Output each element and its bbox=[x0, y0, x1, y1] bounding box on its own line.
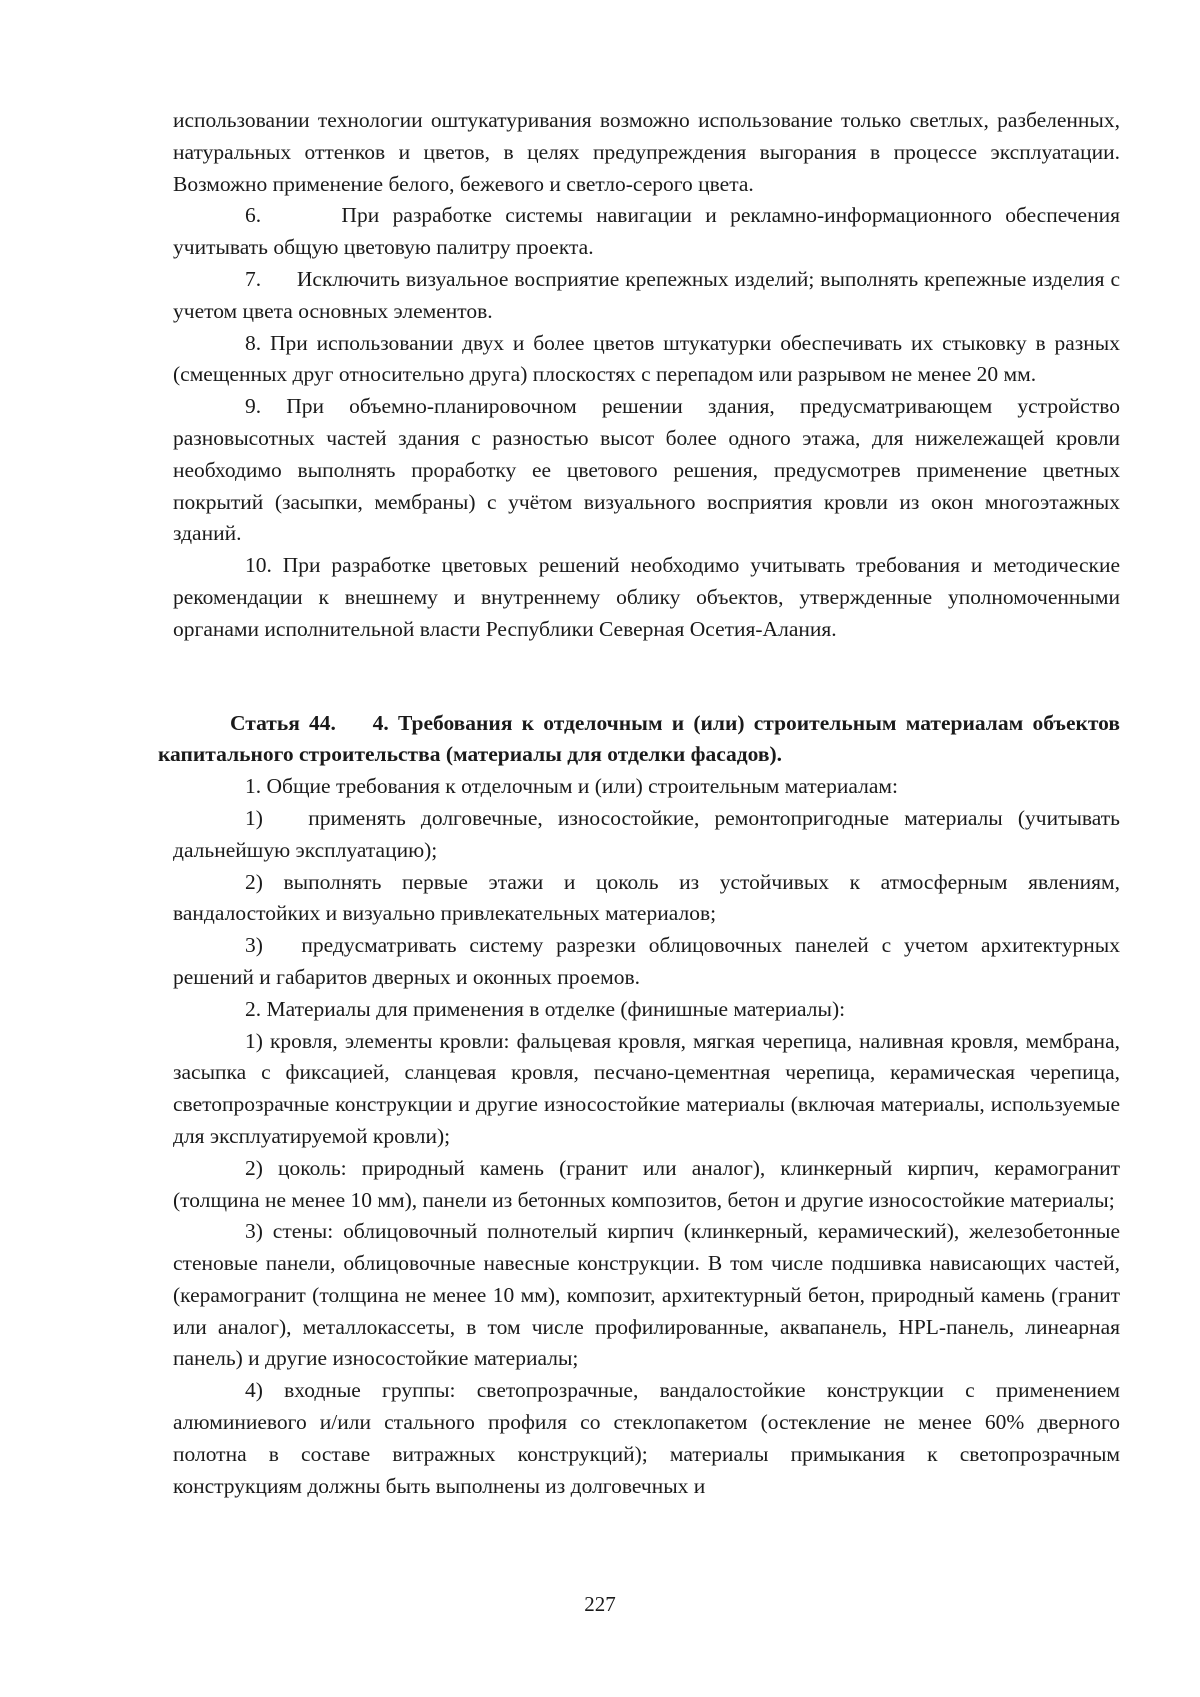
paragraph-item-8: 8. При использовании двух и более цветов штукатурки обеспечивать их стыковку в разных (смещенных друг относительно друга) плоскостях с перепадом или разрывом не менее 20 мм. bbox=[173, 330, 1120, 387]
list-item-4-entrance-groups: 4) входные группы: светопрозрачные, вандалостойкие конструкции с применением алюминиевого и/или стального профиля со стеклопакетом (остекление не менее 60% дверного полотна в составе витражных конструкций); материалы примыкания к светопрозрачным конструкциям должны быть выполнены из долговечных и bbox=[173, 1378, 1120, 1498]
list-item-2-plinth: 2) цоколь: природный камень (гранит или аналог), клинкерный кирпич, керамогранит (толщина не менее 10 мм), панели из бетонных композитов, бетон и другие износостойкие материалы; bbox=[173, 1155, 1120, 1212]
section-spacer bbox=[173, 646, 1120, 708]
list-item-3-panel-cutting: 3) предусматривать систему разрезки облицовочных панелей с учетом архитектурных решений и габаритов дверных и оконных проемов. bbox=[173, 933, 1120, 989]
list-item-1-roof: 1) кровля, элементы кровли: фальцевая кровля, мягкая черепица, наливная кровля, мембрана, засыпка с фиксацией, сланцевая кровля, песчано-цементная черепица, керамическая черепица, светопрозрачные конструкции и другие износостойкие материалы (включая материалы, используемые для эксплуатируемой кровли); bbox=[173, 1028, 1120, 1148]
paragraph-general-requirements: 1. Общие требования к отделочным и (или) строительным материалам: bbox=[245, 774, 898, 799]
article-heading: Статья 44. 4. Требования к отделочным и (или) строительным материалам объектов капитального строительства (материалы для отделки фасадов). bbox=[158, 710, 1120, 767]
list-item-2-ground-floors: 2) выполнять первые этажи и цоколь из устойчивых к атмосферным явлениям, вандалостойких и визуально привлекательных материалов; bbox=[173, 869, 1120, 926]
paragraph-finishing-materials: 2. Материалы для применения в отделке (финишные материалы): bbox=[245, 996, 846, 1021]
paragraph-item-7: 7. Исключить визуальное восприятие крепежных изделий; выполнять крепежные изделия с учетом цвета основных элементов. bbox=[173, 266, 1120, 323]
paragraph-item-10: 10. При разработке цветовых решений необходимо учитывать требования и методические рекомендации к внешнему и внутреннему облику объектов, утвержденные уполномоченными органами исполнительной власти Республики Северная Осетия-Алания. bbox=[173, 553, 1120, 641]
paragraph-continuation: использовании технологии оштукатуривания возможно использование только светлых, разбеленных, натуральных оттенков и цветов, в целях предупреждения выгорания в процессе эксплуатации. Возможно применение белого, бежевого и светло-серого цвета. bbox=[173, 108, 1120, 196]
list-item-3-walls: 3) стены: облицовочный полнотелый кирпич (клинкерный, керамический), железобетонные стеновые панели, облицовочные навесные конструкции. В том числе подшивка нависающих частей, (керамогранит (толщина не менее 10 мм), композит, архитектурный бетон, природный камень (гранит или аналог), металлокассеты, в том числе профилированные, аквапанель, HPL-панель, линеарная панель) и другие износостойкие материалы; bbox=[173, 1219, 1120, 1371]
page-number: 227 bbox=[584, 1592, 616, 1616]
document-page bbox=[158, 105, 1120, 1502]
paragraph-item-9: 9. При объемно-планировочном решении здания, предусматривающем устройство разновысотных частей здания с разностью высот более одного этажа, для нижележащей кровли необходимо выполнять проработку ее цветового решения, предусмотрев применение цветных покрытий (засыпки, мембраны) с учётом визуального восприятия кровли из окон многоэтажных зданий. bbox=[173, 394, 1120, 546]
list-item-1-durable: 1) применять долговечные, износостойкие, ремонтопригодные материалы (учитывать дальнейшую эксплуатацию); bbox=[173, 805, 1120, 862]
paragraph-item-6: 6. При разработке системы навигации и рекламно-информационного обеспечения учитывать общую цветовую палитру проекта. bbox=[173, 203, 1120, 260]
